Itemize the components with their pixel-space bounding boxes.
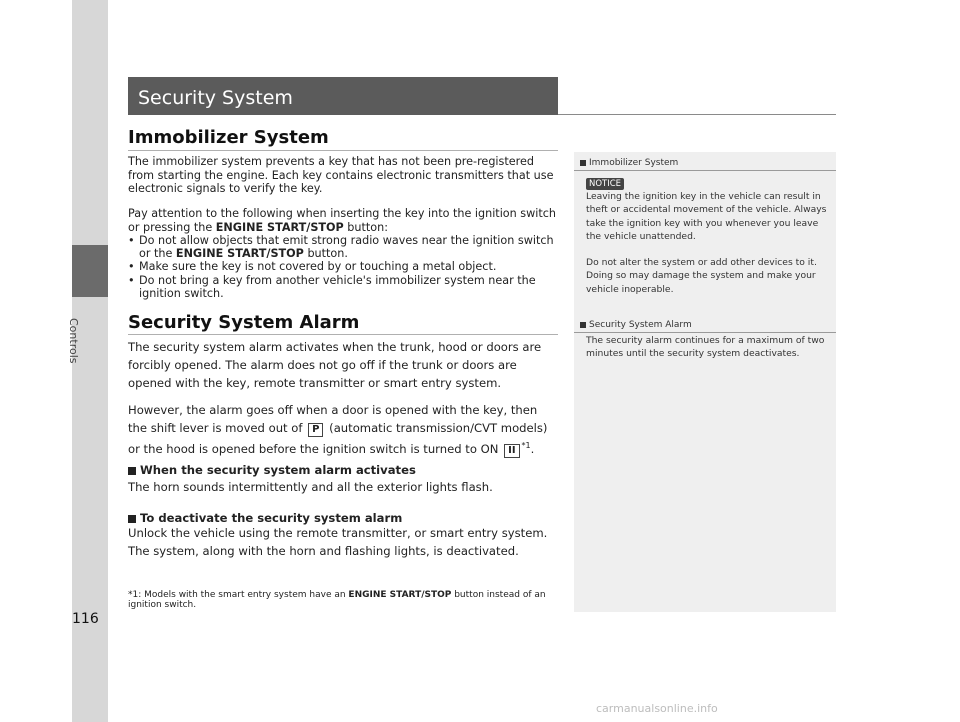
watermark: carmanualsonline.info [596,702,718,715]
bullet1-bold: ENGINE START/STOP [175,247,304,261]
note-rule [574,332,836,333]
note-marker-icon [580,160,586,166]
bullet1-lead: Do not allow objects that emit strong radio waves near the ignition switch or the [139,234,554,261]
notice-badge: NOTICE [586,178,624,190]
sub1-heading-text: When the security system alarm activates [140,463,416,477]
note-title-alarm [580,320,692,330]
button-word: button: [343,220,388,234]
sub-heading-deactivate [128,511,402,525]
section-header [128,77,558,115]
immobilizer-para1: The immobilizer system prevents a key that has not been pre-registered from starting the engine. Each key contains electronic transmitters that use electronic signals to verify the key. [128,155,554,196]
list-item: • Do not bring a key from another vehicle's immobilizer system near the ignition switch. [128,274,560,300]
list-item [128,234,560,260]
alarm-para2 [128,401,558,458]
notice-text: Leaving the ignition key in the vehicle can result in theft or accidental movement of the vehicle. Always take the ignition key with you whenever you leave the vehicle unattended. [586,191,827,243]
alarm-para1: The security system alarm activates when the trunk, hood or doors are forcibly opened. The alarm does not go off if the trunk or doors are opened with the key, remote transmitter or smart entry system. [128,340,542,390]
immobilizer-rule [128,150,558,151]
section-title: Security System [138,87,293,109]
gear-p-key: P [308,423,323,437]
alarm-rule [128,334,558,335]
note-title-immobilizer [580,158,678,168]
page-number: 116 [72,611,99,627]
immobilizer-para2 [128,207,558,234]
sub1-text: The horn sounds intermittently and all the exterior lights flash. [128,480,493,494]
list-item: • Make sure the key is not covered by or touching a metal object. [128,260,560,273]
square-bullet-icon [128,515,136,523]
alarm-para2-b: (automatic transmission/CVT models) or the hood is opened before the ignition switch is turned to ON [128,421,548,456]
note-rule [574,170,836,171]
sidebar-tab-marker [72,245,108,297]
ignition-ii-key: II [504,444,519,458]
footnote-lead: *1: Models with the smart entry system have an [128,590,349,600]
sub2-heading-text: To deactivate the security system alarm [140,511,403,525]
immobilizer-bullets [128,234,560,300]
alarm-heading: Security System Alarm [128,312,360,333]
engine-start-stop-label: ENGINE START/STOP [215,220,344,234]
notes-panel [574,152,836,612]
alarm-note-text: The security alarm continues for a maximum of two minutes until the security system deactivates. [586,335,825,360]
header-rule [558,114,836,115]
alarm-para2-a: However, the alarm goes off when a door is opened with the key, then the shift lever is moved out of [128,403,538,435]
sub-heading-activates [128,463,416,477]
sub2-text: Unlock the vehicle using the remote transmitter, or smart entry system. The system, along with the horn and flashing lights, is deactivated. [128,526,548,558]
footnote-bold: ENGINE START/STOP [348,590,452,600]
note-title-immobilizer-text: Immobilizer System [589,158,679,168]
immobilizer-heading: Immobilizer System [128,127,329,148]
footnote-ref: *1 [521,441,531,450]
square-bullet-icon [128,467,136,475]
sidebar-label: Controls [67,318,80,364]
footnote-tail: button instead of an ignition switch. [128,590,546,610]
notice-text-2: Do not alter the system or add other devices to it. Doing so may damage the system and make your vehicle inoperable. [586,257,817,295]
note-marker-icon [580,322,586,328]
note-title-alarm-text: Security System Alarm [589,320,692,330]
bullet1-tail: button. [303,247,348,261]
footnote [128,590,558,610]
alarm-para2-c: . [530,441,535,456]
immobilizer-para2-lead: Pay attention to the following when inserting the key into the ignition switch or pressing the [128,207,557,234]
